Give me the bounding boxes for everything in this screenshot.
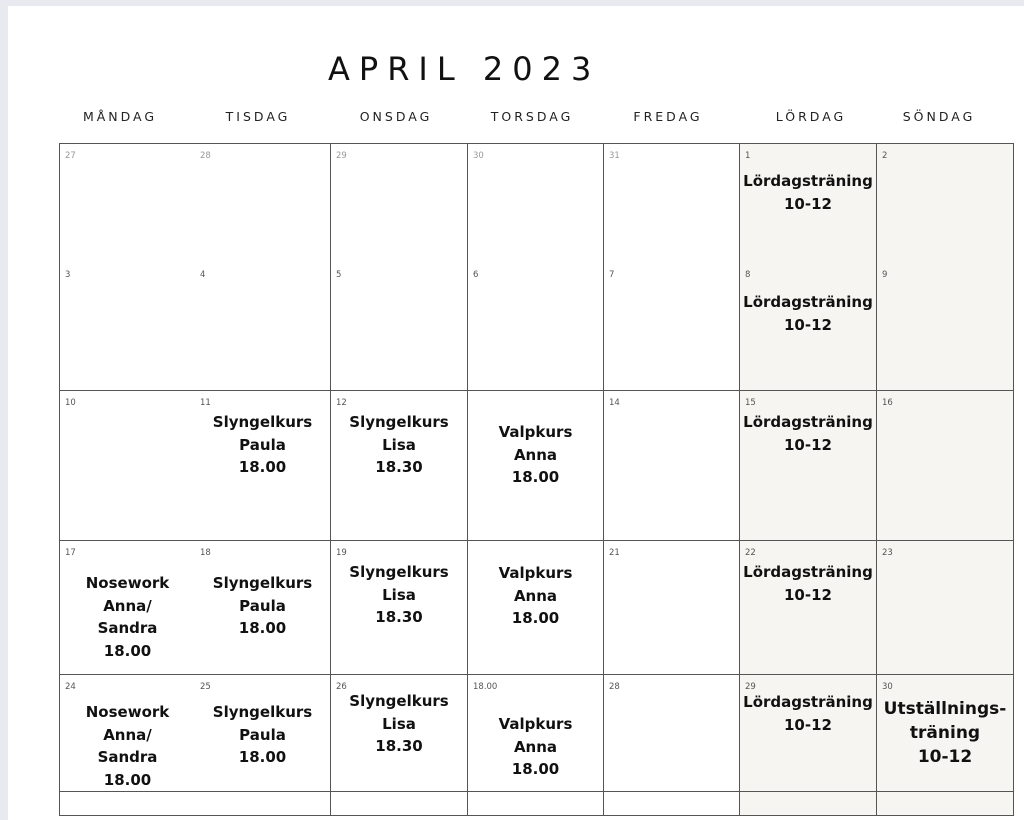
day-number: 19 [336,548,347,558]
day-number: 1 [745,151,751,161]
day-cell [604,391,740,541]
day-cell [59,263,196,391]
day-number: 15 [745,398,756,408]
day-number: 30 [473,151,484,161]
day-cell [877,263,1014,391]
event-text: Lördagsträning 10-12 [743,172,873,213]
day-number: 9 [882,270,888,280]
day-cell [740,792,877,816]
day-cell [195,263,331,391]
day-number: 11 [200,398,211,408]
day-cell [59,143,196,264]
day-number: 12 [336,398,347,408]
day-cell [604,541,740,675]
day-cell [740,391,877,541]
day-cell [740,263,877,391]
day-cell [468,541,604,675]
day-cell [877,391,1014,541]
event-text: Nosework Anna/ Sandra 18.00 [85,703,170,789]
day-number: 23 [882,548,893,558]
event-text: Utställnings- träning 10-12 [883,699,1007,767]
weekday-header-0: MÅNDAG [82,109,158,124]
calendar-grid [59,143,1014,816]
day-number: 7 [609,270,615,280]
day-number: 29 [336,151,347,161]
weekday-header-3: TORSDAG [490,109,574,124]
event-text: Lördagsträning 10-12 [743,293,873,334]
day-number: 10 [65,398,76,408]
day-number: 16 [882,398,893,408]
day-number: 30 [882,682,893,692]
day-number: 8 [745,270,751,280]
event-text: Slyngelkurs Lisa 18.30 [349,692,449,755]
day-number: 18 [200,548,211,558]
day-cell [331,541,468,675]
day-cell [740,143,877,264]
day-cell [195,541,331,675]
day-number: 17 [65,548,76,558]
day-cell [877,143,1014,264]
weekday-header-1: TISDAG [225,109,291,124]
day-cell [331,263,468,391]
day-number: 14 [609,398,620,408]
event-text: Valpkurs Anna 18.00 [498,423,573,486]
day-cell [468,675,604,792]
calendar-title: APRIL 2023 [328,50,601,88]
day-cell [331,143,468,264]
weekday-header-2: ONSDAG [359,109,433,124]
calendar-page [8,6,1024,820]
day-cell [195,792,331,816]
day-number: 27 [65,151,76,161]
day-cell [740,541,877,675]
day-number: 24 [65,682,76,692]
event-text: Slyngelkurs Paula 18.00 [212,413,313,476]
weekday-header-6: SÖNDAG [902,109,976,124]
day-cell [468,143,604,264]
day-cell [604,263,740,391]
event-text: Slyngelkurs Paula 18.00 [212,574,313,637]
day-cell [877,675,1014,792]
day-cell [331,792,468,816]
weekday-header-4: FREDAG [633,109,703,124]
day-number: 4 [200,270,206,280]
event-text: Valpkurs Anna 18.00 [498,564,573,627]
day-cell [59,541,196,675]
event-text: Valpkurs Anna 18.00 [498,715,573,778]
day-cell [59,675,196,792]
day-cell [331,675,468,792]
day-cell [468,263,604,391]
day-cell [195,391,331,541]
event-text: Slyngelkurs Lisa 18.30 [349,563,449,626]
day-cell [877,541,1014,675]
event-text: Lördagsträning 10-12 [743,693,873,734]
day-number: 28 [200,151,211,161]
day-number: 22 [745,548,756,558]
event-text: Lördagsträning 10-12 [743,563,873,604]
day-cell [195,143,331,264]
day-number: 21 [609,548,620,558]
day-cell [468,391,604,541]
day-number: 3 [65,270,71,280]
event-text: Lördagsträning 10-12 [743,413,873,454]
day-number: 28 [609,682,620,692]
day-cell [604,675,740,792]
weekday-header-5: LÖRDAG [775,109,847,124]
day-number: 29 [745,682,756,692]
day-cell [59,792,196,816]
day-number: 25 [200,682,211,692]
day-cell [59,391,196,541]
day-cell [740,675,877,792]
day-number: 2 [882,151,888,161]
day-cell [331,391,468,541]
day-number: 26 [336,682,347,692]
day-number: 6 [473,270,479,280]
day-number: 31 [609,151,620,161]
day-cell [195,675,331,792]
day-number: 5 [336,270,342,280]
day-cell [877,792,1014,816]
day-cell [604,143,740,264]
event-text: Slyngelkurs Lisa 18.30 [349,413,449,476]
day-number: 18.00 [473,682,498,692]
event-text: Slyngelkurs Paula 18.00 [212,703,313,766]
event-text: Nosework Anna/ Sandra 18.00 [85,574,170,660]
day-cell [604,792,740,816]
day-cell [468,792,604,816]
